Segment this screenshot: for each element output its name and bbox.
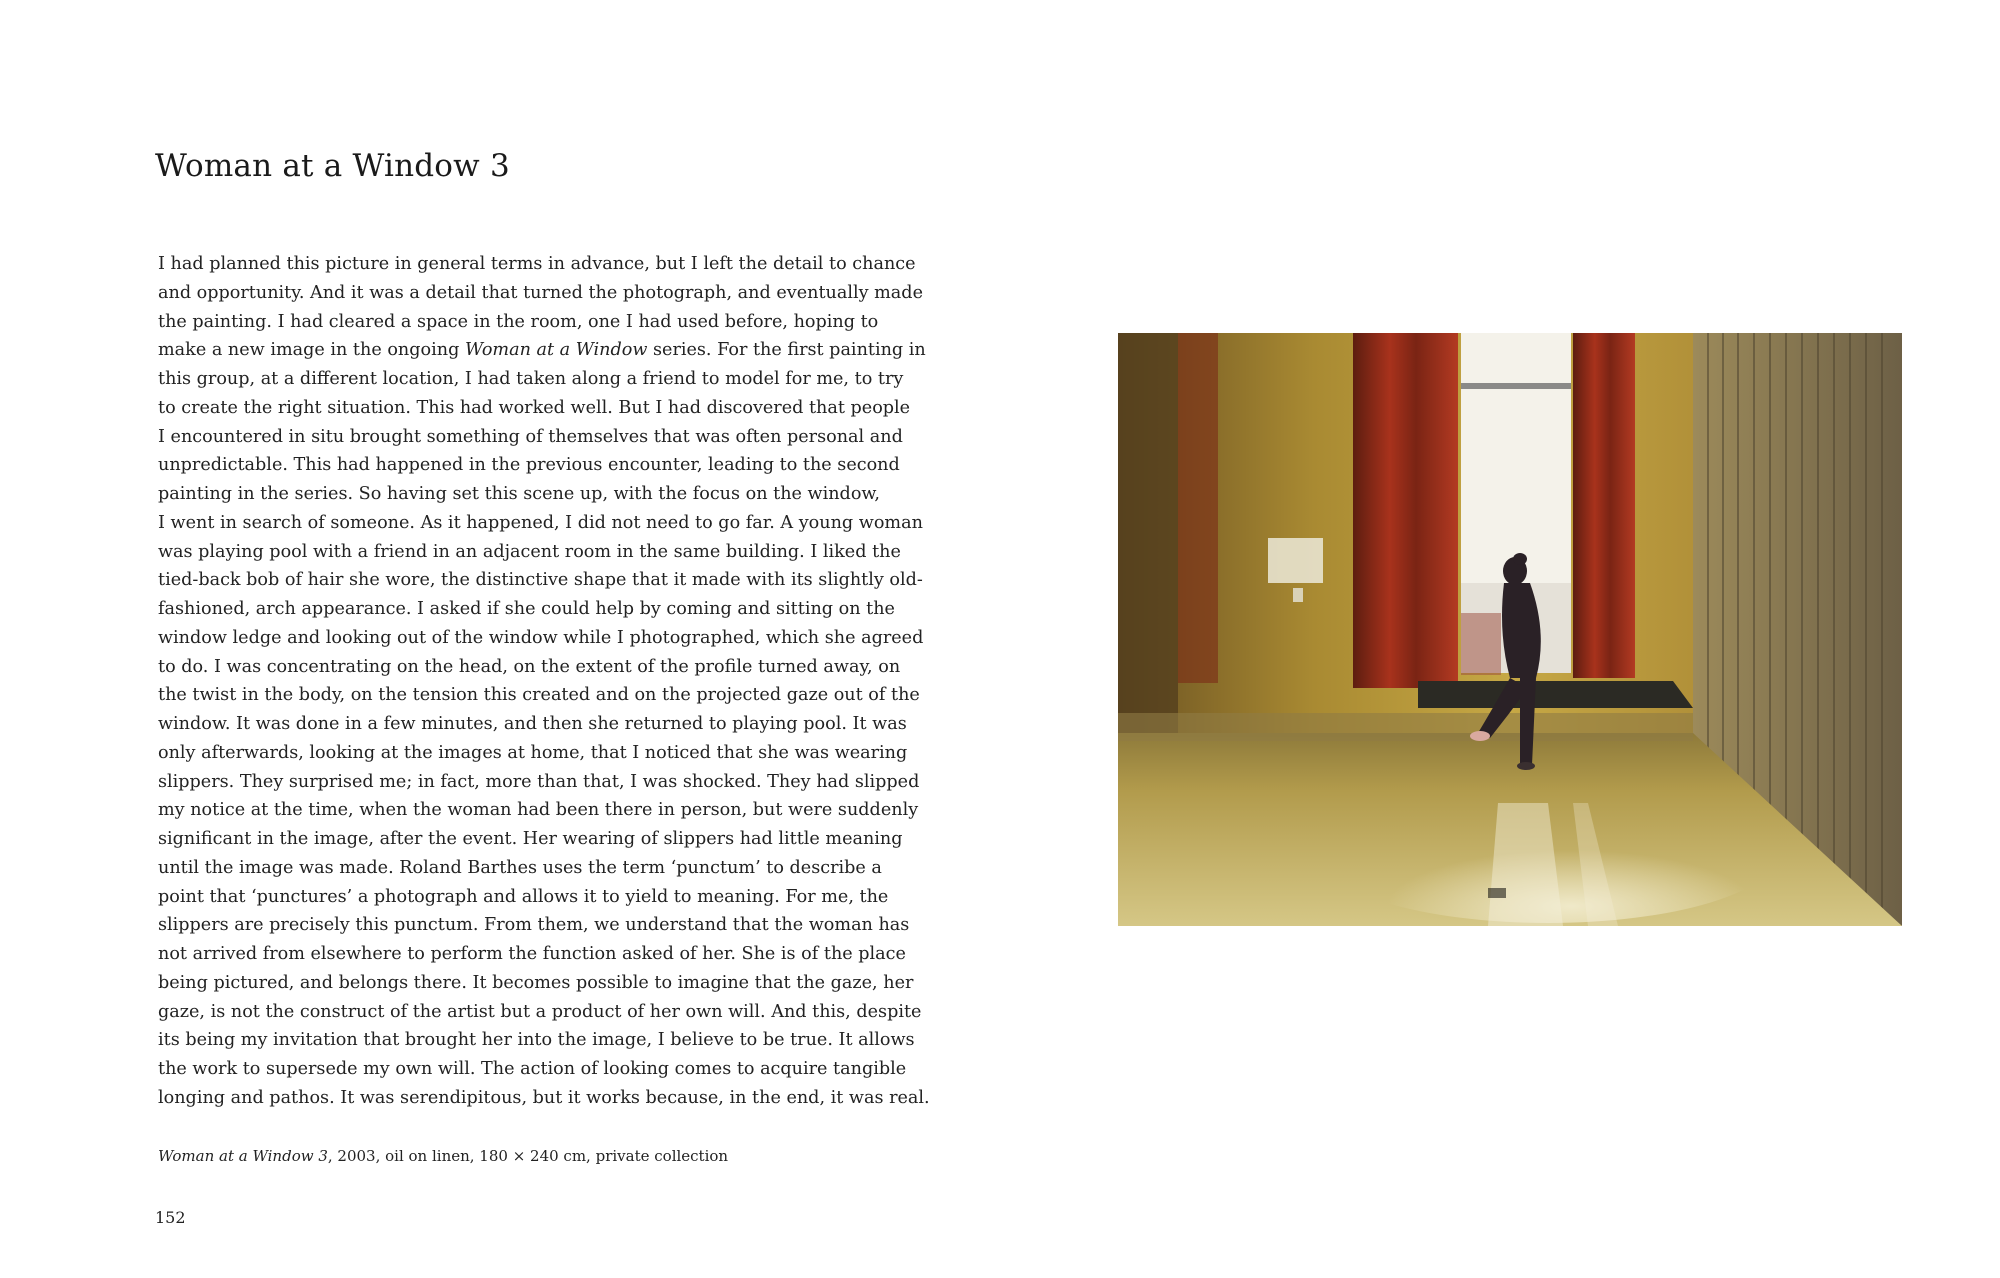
body-line: the work to supersede my own will. The action of looking comes to acquire tangible xyxy=(158,1059,907,1079)
body-line: not arrived from elsewhere to perform the function asked of her. She is of the place xyxy=(158,944,906,964)
caption-artwork-title: Woman at a Window 3 xyxy=(158,1147,328,1165)
body-line: to do. I was concentrating on the head, on the extent of the profile turned away, on xyxy=(158,656,901,677)
page-number: 152 xyxy=(155,1208,186,1227)
body-line: window. It was done in a few minutes, and then she returned to playing pool. It was xyxy=(158,714,907,734)
body-line: slippers are precisely this punctum. From them, we understand that the woman has xyxy=(158,915,910,936)
body-line: and opportunity. And it was a detail that turned the photograph, and eventually made xyxy=(158,282,923,303)
body-line: being pictured, and belongs there. It becomes possible to imagine that the gaze, her xyxy=(158,972,914,993)
body-line-text: series. For the first painting in xyxy=(647,340,926,361)
body-line: longing and pathos. It was serendipitous, but it works because, in the end, it was real. xyxy=(158,1087,930,1108)
body-line: the twist in the body, on the tension this created and on the projected gaze out of the xyxy=(158,685,920,706)
body-line: point that ‘punctures’ a photograph and allows it to yield to meaning. For me, the xyxy=(158,886,889,907)
body-line: unpredictable. This had happened in the previous encounter, leading to the second xyxy=(158,455,900,476)
body-line: the painting. I had cleared a space in the room, one I had used before, hoping to xyxy=(158,311,879,332)
body-line: to create the right situation. This had worked well. But I had discovered that people xyxy=(158,397,911,418)
body-line: painting in the series. So having set this scene up, with the focus on the window, xyxy=(158,484,880,504)
artwork-caption xyxy=(158,1147,728,1165)
body-line: its being my invitation that brought her into the image, I believe to be true. It allows xyxy=(158,1030,915,1051)
body-line: I went in search of someone. As it happened, I did not need to go far. A young woman xyxy=(158,512,923,533)
body-line: significant in the image, after the event. Her wearing of slippers had little meaning xyxy=(158,829,903,849)
body-line: I had planned this picture in general terms in advance, but I left the detail to chance xyxy=(158,254,916,274)
body-line: I encountered in situ brought something of themselves that was often personal and xyxy=(158,426,903,447)
page-title: Woman at a Window 3 xyxy=(155,148,510,184)
artwork-image xyxy=(1118,333,1902,926)
body-line-text: make a new image in the ongoing xyxy=(158,340,465,361)
series-title-italic: Woman at a Window xyxy=(464,340,648,361)
body-line: was playing pool with a friend in an adjacent room in the same building. I liked the xyxy=(158,541,901,562)
body-line: slippers. They surprised me; in fact, more than that, I was shocked. They had slipped xyxy=(158,771,920,792)
body-line: only afterwards, looking at the images at home, that I noticed that she was wearing xyxy=(158,742,908,763)
body-line: this group, at a different location, I had taken along a friend to model for me, to try xyxy=(158,369,904,389)
body-line: my notice at the time, when the woman had been there in person, but were suddenly xyxy=(158,800,919,821)
body-line: gaze, is not the construct of the artist but a product of her own will. And this, despite xyxy=(158,1001,922,1022)
body-text xyxy=(158,250,930,1113)
body-line: tied-back bob of hair she wore, the distinctive shape that it made with its slightly old- xyxy=(158,570,923,591)
body-line: until the image was made. Roland Barthes uses the term ‘punctum’ to describe a xyxy=(158,857,882,878)
body-line xyxy=(158,336,926,365)
caption-details: , 2003, oil on linen, 180 × 240 cm, private collection xyxy=(327,1147,729,1165)
body-line: fashioned, arch appearance. I asked if she could help by coming and sitting on the xyxy=(158,599,895,619)
body-line: window ledge and looking out of the window while I photographed, which she agreed xyxy=(158,627,924,648)
